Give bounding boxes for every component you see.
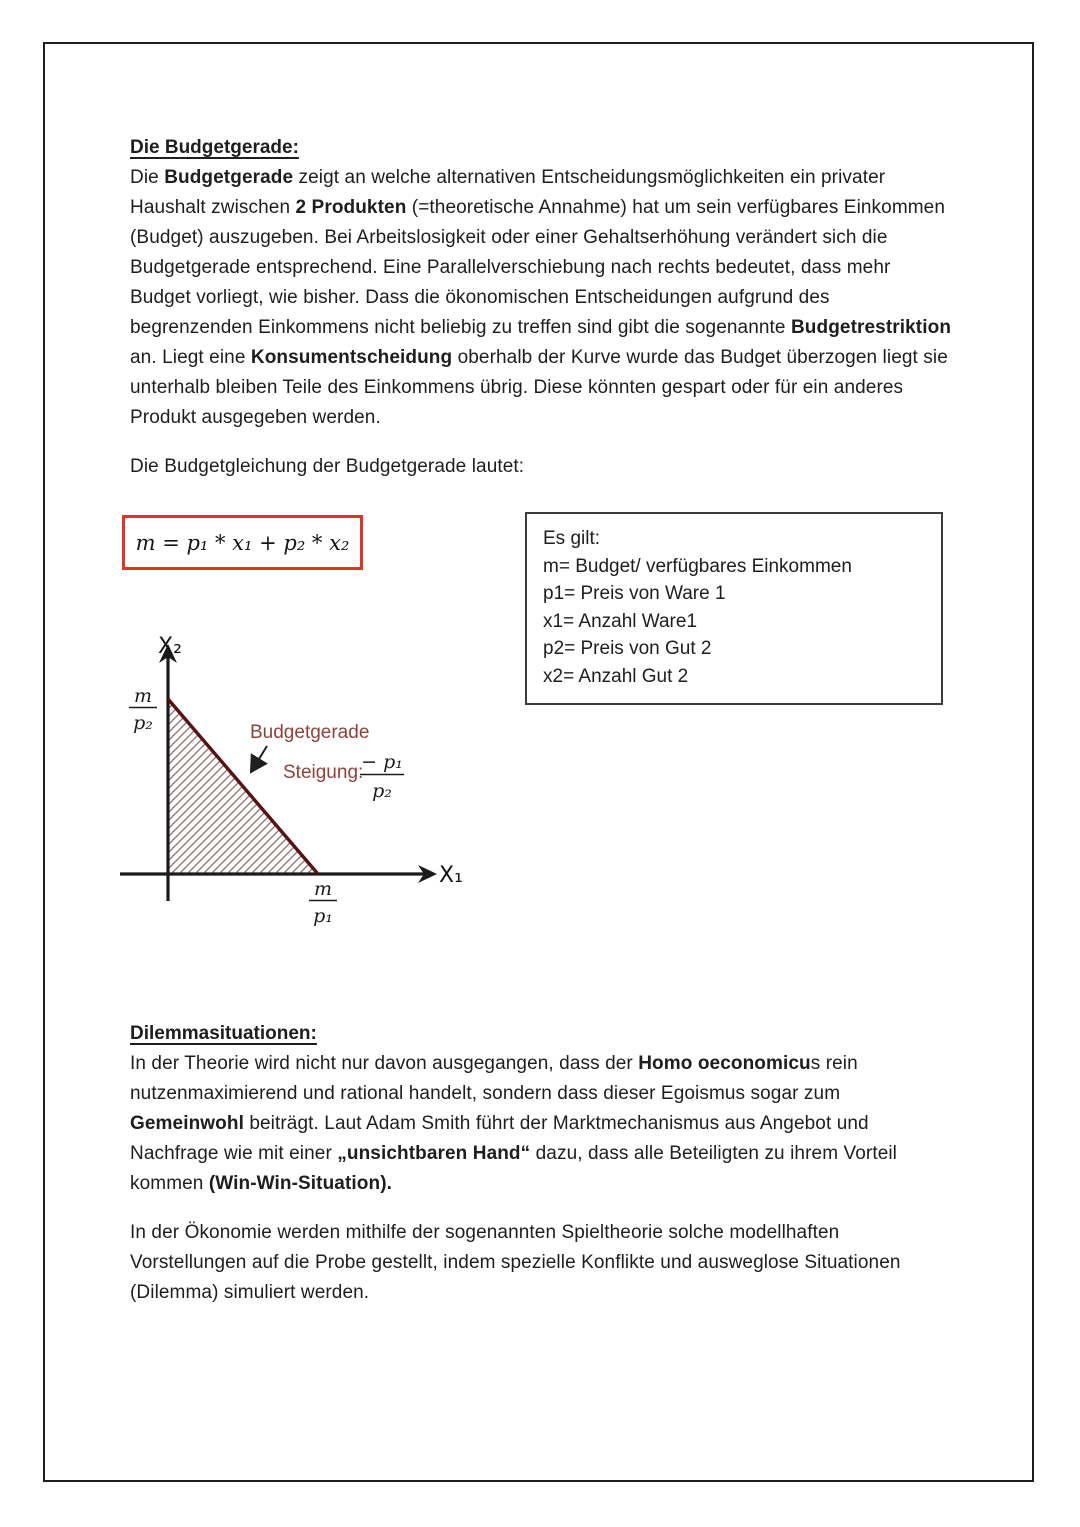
slope-label: Steigung: [283,762,364,783]
x-intercept-numerator: m [313,878,333,900]
budget-line-graph [115,626,475,956]
legend-line-p2: p2= Preis von Gut 2 [543,638,712,659]
y-axis-label: X₂ [158,634,182,659]
legend-line-x2: x2= Anzahl Gut 2 [543,665,689,687]
paragraph-text: s rein nutzenmaximierend und rational handelt, sondern dass dieser Egoismus sogar zum [130,1053,858,1104]
legend-title: Es gilt: [543,528,601,549]
paragraph-text: an. Liegt eine [130,347,251,368]
page-frame [43,42,1034,1482]
bold-term-gemeinwohl: Gemeinwohl [130,1113,244,1134]
y-intercept-denominator: p₂ [133,712,153,734]
bold-term-unsichtbare-hand: „unsichtbaren Hand“ [337,1143,531,1164]
x-intercept-denominator: p₁ [313,905,333,927]
label-pointer-arrow-icon [251,746,267,772]
legend-line-m: m= Budget/ verfügbares Einkommen [543,555,852,577]
slope-numerator: − p₁ [361,751,403,773]
paragraph-text: beiträgt. Laut Adam Smith führt der Marktmechanismus aus Angebot und Nachfrage wie mit einer [130,1113,869,1164]
budget-line-label: Budgetgerade [250,722,370,743]
dilemma-paragraph-1 [130,1049,956,1199]
equation-intro-line: Die Budgetgleichung der Budgetgerade lautet: [130,456,525,477]
bold-term-win-win: (Win-Win-Situation). [208,1173,393,1194]
dilemma-paragraph-2: In der Ökonomie werden mithilfe der sogenannten Spieltheorie solche modellhaften Vorstellungen auf die Probe gestellt, indem spezielle Konflikte und ausweglose Situationen (Dilemma) simuliert werden. [130,1222,901,1303]
bold-term-budgetrestriktion: Budgetrestriktion [790,317,952,338]
bold-term-budgetgerade: Budgetgerade [164,167,294,188]
budgetgerade-paragraph [130,163,956,433]
budget-equation-box [122,515,363,570]
bold-term-2-produkten: 2 Produkten [295,197,407,218]
figure-zone [130,482,956,1019]
section-heading-dilemmasituationen: Dilemmasituationen: [130,1023,317,1044]
bold-term-konsumentscheidung: Konsumentscheidung [250,347,453,368]
section-heading-budgetgerade: Die Budgetgerade: [130,137,299,158]
legend-line-x1: x1= Anzahl Ware1 [543,610,698,632]
legend-line-p1: p1= Preis von Ware 1 [543,583,726,604]
bold-term-homo-oeconomicus: Homo oeconomicu [638,1053,811,1074]
x-axis-label: X₁ [439,863,463,888]
variable-legend-box [525,512,943,705]
slope-denominator: p₂ [372,780,392,802]
paragraph-text: zeigt an welche alternativen Entscheidungsmöglichkeiten ein privater Haushalt zwischen [130,167,886,218]
y-intercept-numerator: m [133,685,153,707]
paragraph-text: Die [130,167,165,188]
budget-equation-formula: m = p₁ * x₁ + p₂ * x₂ [135,530,350,555]
paragraph-text: dazu, dass alle Beteiligten zu ihrem Vorteil kommen [130,1143,898,1194]
paragraph-text: In der Theorie wird nicht nur davon ausgegangen, dass der [130,1053,639,1074]
paragraph-text: (=theoretische Annahme) hat um sein verfügbares Einkommen (Budget) auszugeben. Bei Arbeitslosigkeit oder einer Gehaltserhöhung verändert sich die Budgetgerade entsprechend. Eine Parallelverschiebung nach rechts bedeutet, dass mehr Budget vorliegt, wie bisher. Dass die ökonomischen Entscheidungen aufgrund des begrenzenden Einkommens nicht beliebig zu treffen sind gibt die sogenannte [130,197,946,338]
paragraph-text: oberhalb der Kurve wurde das Budget überzogen liegt sie unterhalb bleiben Teile des Einkommens übrig. Diese könnten gespart oder für ein anderes Produkt ausgegeben werden. [130,347,948,428]
